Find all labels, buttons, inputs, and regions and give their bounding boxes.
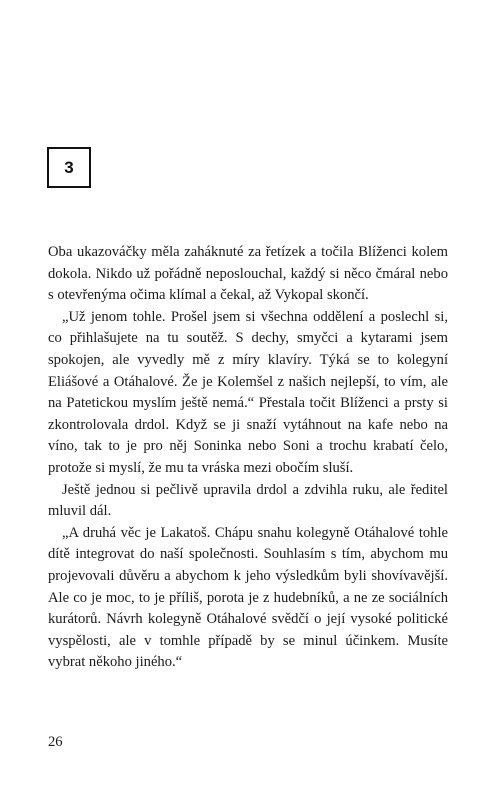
paragraph-1: Oba ukazováčky měla zaháknuté za řetízek a točila Blíženci kolem dokola. Nikdo už pořádně neposlouchal, každý si něco čmáral nebo s otevřenýma očima klímal a čekal, až Vykopal skončí. (48, 244, 448, 304)
chapter-number: 3 (64, 157, 74, 177)
body-text (48, 242, 448, 674)
chapter-number-box (47, 147, 91, 188)
paragraph-2: „Už jenom tohle. Prošel jsem si všechna oddělení a poslechl si, co přihlašujete na tu soutěž. S dechy, smyčci a kytarami jsem spokojen, ale vyvedly mě z míry klavíry. Týká se to kolegyní Eliášové a Otáhalové. Že je Kolemšel z našich nejlepší, to vím, ale na Patetickou myslím ještě nemá.“ Přestala točit Blíženci a prsty si zkontrolovala drdol. Když se ji snaží vytáhnout na kafe nebo na víno, tak to je pro něj Soninka nebo Soni a trochu krabatí čelo, protože si myslí, že mu ta vráska mezi obočím sluší. (48, 308, 448, 476)
paragraph-4: „A druhá věc je Lakatoš. Chápu snahu kolegyně Otáhalové tohle dítě integrovat do naší společnosti. Souhlasím s tím, abychom mu projevovali důvěru a abychom k jeho výsledkům byli shovívavější. Ale co je moc, to je příliš, porota je z hudebníků, a ne ze sociálních kurátorů. Návrh kolegyně Otáhalové svědčí o její vysoké politické vyspělosti, ale v tomhle případě by se minul účinkem. Musíte vybrat někoho jiného.“ (48, 524, 448, 671)
page-number: 26 (48, 734, 63, 750)
paragraph-3: Ještě jednou si pečlivě upravila drdol a zdvihla ruku, ale ředitel mluvil dál. (48, 481, 448, 520)
